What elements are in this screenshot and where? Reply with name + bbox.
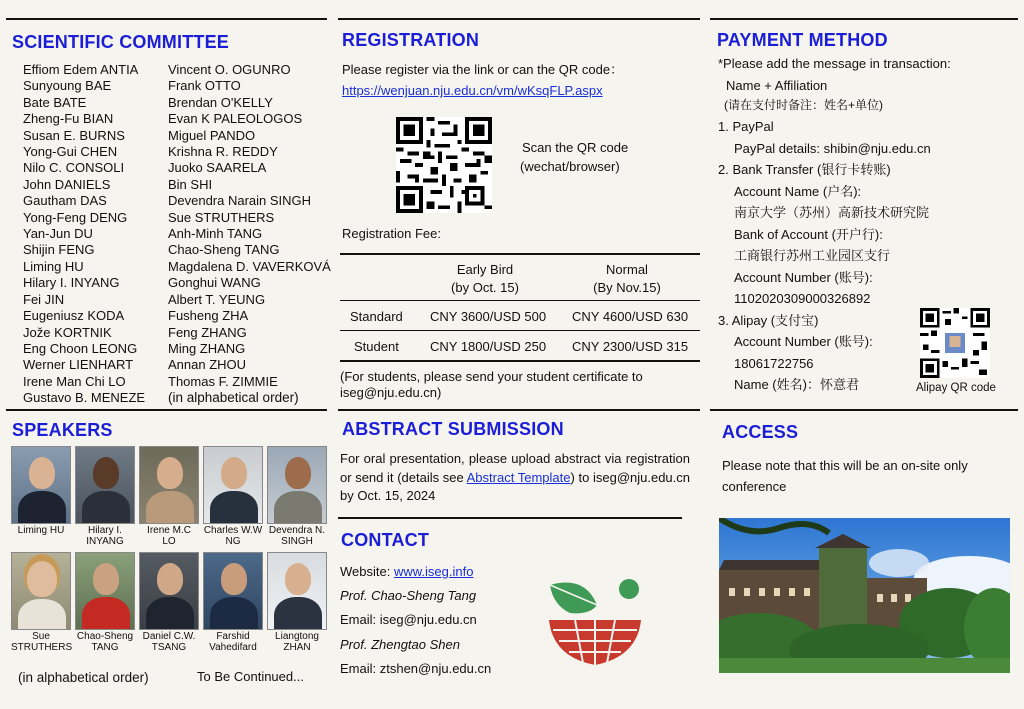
bank-of-account: 工商银行苏州工业园区支行 bbox=[734, 248, 891, 263]
speaker-name: Chao-Sheng TANG bbox=[76, 631, 134, 653]
speaker-photo bbox=[11, 446, 71, 524]
abstract-text bbox=[340, 450, 690, 506]
speaker-name: Irene M.C LO bbox=[147, 525, 191, 547]
committee-member: Feng ZHANG bbox=[168, 324, 247, 340]
committee-member: John DANIELS bbox=[23, 176, 111, 192]
committee-column-2 bbox=[168, 62, 331, 407]
fee-col-early-header bbox=[420, 261, 550, 297]
registration-intro: Please register via the link or can the QR code： bbox=[342, 62, 624, 77]
speaker-name: Farshid Vahedifard bbox=[209, 631, 257, 653]
conference-logo bbox=[545, 575, 645, 667]
student-certificate-note: (For students, please send your student certificate to iseg@nju.edu.cn) bbox=[340, 369, 643, 401]
contact-person-2: Prof. Zhengtao Shen bbox=[340, 636, 460, 652]
account-number-label: Account Number (账号): bbox=[734, 269, 873, 285]
fee-table-row-rule bbox=[340, 330, 700, 331]
committee-member: Hilary I. INYANG bbox=[23, 275, 120, 291]
committee-member: Werner LIENHART bbox=[23, 357, 134, 373]
speaker-photo bbox=[75, 446, 135, 524]
committee-member: Gonghui WANG bbox=[168, 275, 261, 291]
abstract-text-start: For oral presentation, please upload abstract via registration or send it (details see bbox=[340, 451, 690, 485]
fee-col-normal-line2: (By Nov.15) bbox=[593, 280, 661, 295]
contact-title: CONTACT bbox=[341, 530, 430, 550]
fee-col-normal-header bbox=[562, 261, 692, 297]
contact-email-2: Email: ztshen@nju.edu.cn bbox=[340, 660, 492, 676]
speaker-card bbox=[203, 446, 263, 547]
committee-member: Devendra Narain SINGH bbox=[168, 193, 312, 209]
contact-person-1: Prof. Chao-Sheng Tang bbox=[340, 588, 477, 604]
speaker-photo bbox=[267, 446, 327, 524]
speaker-name: Devendra N. SINGH bbox=[268, 525, 326, 547]
committee-member: Bin SHI bbox=[168, 176, 213, 192]
committee-member: Fei JIN bbox=[23, 291, 65, 307]
payment-title: PAYMENT METHOD bbox=[717, 30, 888, 50]
website-link[interactable]: www.iseg.info bbox=[393, 564, 474, 579]
abstract-text-end: ) to iseg@nju.edu.cn by Oct. 15, 2024 bbox=[340, 469, 691, 503]
speaker-card bbox=[11, 552, 71, 653]
mid-rule-middle bbox=[338, 409, 700, 411]
committee-member: Liming HU bbox=[23, 258, 84, 274]
committee-member: Yan-Jun DU bbox=[23, 226, 93, 242]
committee-member: Albert T. YEUNG bbox=[168, 291, 266, 307]
speaker-card bbox=[267, 446, 327, 547]
speaker-photo bbox=[203, 552, 263, 630]
speaker-card bbox=[75, 552, 135, 653]
speaker-card bbox=[267, 552, 327, 653]
bank-heading: 2. Bank Transfer (银行卡转账) bbox=[718, 162, 891, 177]
fee-col-early-line2: (by Oct. 15) bbox=[451, 280, 519, 295]
committee-member: Gustavo B. MENEZE bbox=[23, 390, 146, 406]
committee-member: Zheng-Fu BIAN bbox=[23, 111, 114, 127]
payment-methods bbox=[718, 116, 931, 396]
speaker-card bbox=[139, 552, 199, 653]
committee-member: Bate BATE bbox=[23, 94, 87, 110]
speakers-title: SPEAKERS bbox=[12, 420, 113, 440]
alipay-qr-code[interactable] bbox=[920, 308, 990, 378]
committee-member: Effiom Edem ANTIA bbox=[23, 62, 139, 77]
committee-member: Eng Choon LEONG bbox=[23, 340, 138, 356]
fee-table-top-rule bbox=[340, 253, 700, 255]
committee-member: Juoko SAARELA bbox=[168, 160, 267, 176]
committee-member: Krishna R. REDDY bbox=[168, 144, 278, 160]
access-text: Please note that this will be an on-site only conference bbox=[722, 458, 968, 494]
committee-member: Fusheng ZHA bbox=[168, 308, 249, 324]
fee-row-early: CNY 3600/USD 500 bbox=[430, 309, 547, 324]
top-rule-middle bbox=[338, 18, 700, 20]
fee-col-normal-line1: Normal bbox=[606, 262, 648, 277]
speaker-card bbox=[139, 446, 199, 547]
speaker-photo bbox=[139, 446, 199, 524]
speaker-name: Liming HU bbox=[17, 525, 65, 536]
speaker-name: Sue STRUTHERS bbox=[11, 631, 73, 653]
committee-member: Gautham DAS bbox=[23, 193, 107, 209]
alipay-heading: 3. Alipay (支付宝) bbox=[718, 312, 819, 328]
abstract-title: ABSTRACT SUBMISSION bbox=[342, 419, 564, 439]
committee-member: Thomas F. ZIMMIE bbox=[168, 373, 278, 389]
contact-info bbox=[340, 560, 491, 681]
fee-row-early: CNY 1800/USD 250 bbox=[430, 339, 547, 354]
website-label: Website: bbox=[340, 564, 394, 579]
committee-member: Evan K PALEOLOGOS bbox=[168, 111, 303, 127]
fee-table-bottom-rule bbox=[340, 360, 700, 362]
fee-row-normal: CNY 2300/USD 315 bbox=[572, 339, 689, 354]
speaker-card bbox=[75, 446, 135, 547]
committee-member: Irene Man Chi LO bbox=[23, 373, 126, 389]
alipay-number-label: Account Number (账号): bbox=[734, 334, 873, 349]
mid-rule-right bbox=[710, 409, 1018, 411]
committee-member: Brendan O'KELLY bbox=[168, 94, 273, 110]
account-number: 1102020309000326892 bbox=[734, 291, 871, 306]
speaker-name: Daniel C.W. TSANG bbox=[142, 631, 196, 653]
committee-member: Miguel PANDO bbox=[168, 127, 256, 143]
fee-row-normal: CNY 4600/USD 630 bbox=[572, 309, 689, 324]
campus-photo bbox=[719, 518, 1010, 673]
account-name-label: Account Name (户名): bbox=[734, 183, 862, 199]
committee-member: Shijin FENG bbox=[23, 242, 95, 258]
registration-fee-label: Registration Fee: bbox=[342, 226, 441, 241]
registration-title: REGISTRATION bbox=[342, 30, 480, 50]
committee-order-note: (in alphabetical order) bbox=[168, 390, 299, 406]
alipay-name: Name (姓名)：怀意君 bbox=[734, 377, 859, 392]
committee-member: Frank OTTO bbox=[168, 78, 241, 94]
committee-member: Anh-Minh TANG bbox=[168, 226, 263, 242]
speaker-photo bbox=[11, 552, 71, 630]
top-rule-left bbox=[6, 18, 327, 20]
payment-note-line2: Name + Affiliation bbox=[726, 78, 828, 93]
abstract-template-link[interactable]: Abstract Template bbox=[466, 469, 571, 485]
top-rule-right bbox=[710, 18, 1018, 20]
paypal-details: PayPal details: shibin@nju.edu.cn bbox=[734, 140, 931, 156]
committee-member: Yong-Gui CHEN bbox=[23, 144, 118, 160]
committee-member: Susan E. BURNS bbox=[23, 127, 125, 143]
fee-table-header-rule bbox=[340, 300, 700, 301]
committee-member: Sue STRUTHERS bbox=[168, 209, 275, 225]
fee-col-early-line1: Early Bird bbox=[456, 262, 514, 277]
alipay-qr-label: Alipay QR code bbox=[916, 382, 996, 394]
committee-member: Nilo C. CONSOLI bbox=[23, 160, 125, 176]
speaker-name: Charles W.W NG bbox=[203, 525, 263, 547]
scan-qr-line2: (wechat/browser) bbox=[520, 159, 620, 174]
fee-row-type: Standard bbox=[350, 309, 403, 324]
committee-member: Yong-Feng DENG bbox=[23, 209, 128, 225]
committee-member: Vincent O. OGUNRO bbox=[168, 62, 291, 77]
speaker-card bbox=[203, 552, 263, 653]
to-be-continued: To Be Continued... bbox=[197, 669, 304, 684]
contact-email-1: Email: iseg@nju.edu.cn bbox=[340, 612, 477, 628]
registration-link[interactable]: https://wenjuan.nju.edu.cn/vm/wKsqFLP.aspx bbox=[342, 83, 603, 98]
speaker-photo bbox=[75, 552, 135, 630]
committee-member: Jože KORTNIK bbox=[23, 324, 112, 340]
speaker-name: Liangtong ZHAN bbox=[275, 631, 319, 653]
bank-of-account-label: Bank of Account (开户行): bbox=[734, 226, 883, 242]
scan-qr-line1: Scan the QR code bbox=[522, 140, 629, 155]
mid-rule-left bbox=[6, 409, 327, 411]
contact-rule bbox=[338, 517, 682, 519]
registration-qr-code[interactable] bbox=[396, 117, 492, 213]
access-title: ACCESS bbox=[722, 422, 799, 442]
payment-note-line1: *Please add the message in transaction: bbox=[718, 56, 951, 71]
paypal-heading: 1. PayPal bbox=[718, 119, 774, 134]
speaker-photo bbox=[139, 552, 199, 630]
speaker-card bbox=[11, 446, 71, 537]
committee-member: Sunyoung BAE bbox=[23, 78, 112, 94]
fee-row-type: Student bbox=[354, 339, 399, 354]
committee-column-1 bbox=[23, 62, 145, 407]
committee-title: SCIENTIFIC COMMITTEE bbox=[12, 32, 229, 52]
alipay-number: 18061722756 bbox=[734, 355, 814, 371]
committee-member: Ming ZHANG bbox=[168, 340, 246, 356]
speakers-order-note: (in alphabetical order) bbox=[18, 670, 149, 685]
committee-member: Magdalena D. VAVERKOVÁ bbox=[168, 258, 331, 274]
payment-note-line3: (请在支付时备注：姓名+单位) bbox=[724, 98, 884, 112]
committee-member: Chao-Sheng TANG bbox=[168, 242, 280, 258]
committee-member: Eugeniusz KODA bbox=[23, 308, 125, 324]
speaker-photo bbox=[203, 446, 263, 524]
account-name: 南京大学（苏州）高新技术研究院 bbox=[734, 205, 930, 220]
committee-member: Annan ZHOU bbox=[168, 357, 247, 373]
speaker-photo bbox=[267, 552, 327, 630]
speaker-name: Hilary I. INYANG bbox=[86, 525, 124, 547]
